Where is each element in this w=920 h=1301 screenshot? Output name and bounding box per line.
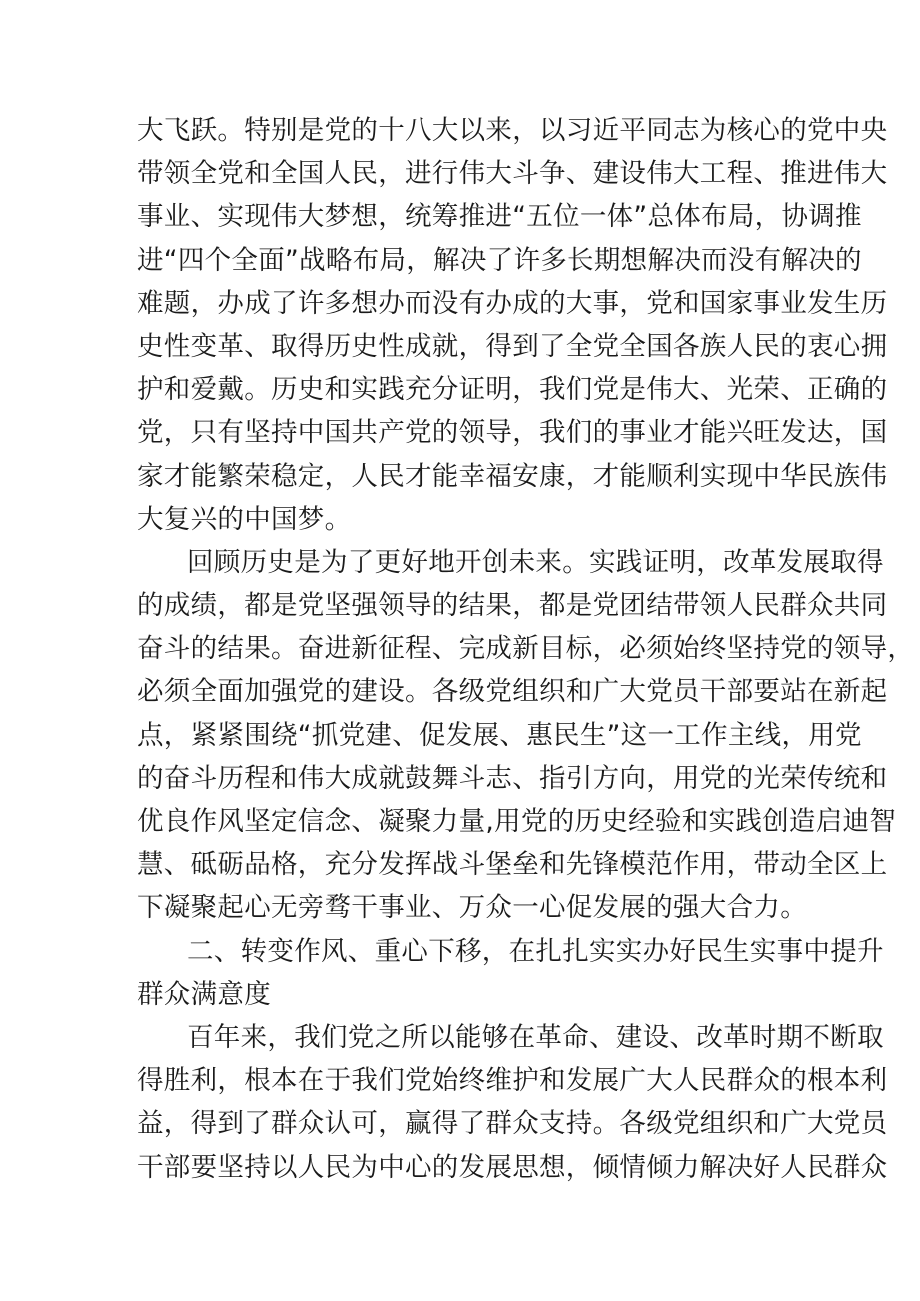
text-line: 大飞跃。特别是党的十八大以来，以习近平同志为核心的党中央 — [137, 115, 888, 146]
text-line: 得胜利，根本在于我们党始终维护和发展广大人民群众的根本利 — [137, 1065, 888, 1097]
text-line: 事业、实现伟大梦想，统筹推进“五位一体”总体布局，协调推 — [137, 201, 862, 233]
text-line: 护和爱戴。历史和实践充分证明，我们党是伟大、光荣、正确的 — [137, 374, 888, 406]
text-line: 点，紧紧围绕“抓党建、促发展、惠民生”这一工作主线，用党 — [137, 719, 862, 751]
text-line: 百年来，我们党之所以能够在革命、建设、改革时期不断取 — [187, 1021, 884, 1053]
text-line: 群众满意度 — [137, 978, 271, 1010]
text-line: 家才能繁荣稳定，人民才能幸福安康，才能顺利实现中华民族伟 — [137, 460, 888, 492]
body-text — [137, 109, 915, 1189]
text-line: 进“四个全面”战略布局，解决了许多长期想解决而没有解决的 — [137, 244, 862, 276]
text-line: 二、转变作风、重心下移，在扎扎实实办好民生实事中提升 — [187, 935, 884, 967]
text-line: 慧、砥砺品格，充分发挥战斗堡垒和先锋模范作用，带动全区上 — [137, 849, 888, 881]
text-line: 回顾历史是为了更好地开创未来。实践证明，改革发展取得 — [187, 546, 884, 578]
text-line: 大复兴的中国梦。 — [137, 503, 352, 535]
text-line: 的奋斗历程和伟大成就鼓舞斗志、指引方向，用党的光荣传统和 — [137, 762, 888, 794]
text-line: 难题，办成了许多想办而没有办成的大事，党和国家事业发生历 — [137, 287, 888, 319]
text-line: 奋斗的结果。奋进新征程、完成新目标，必须始终坚持党的领导， — [137, 633, 915, 665]
text-line: 下凝聚起心无旁骛干事业、万众一心促发展的强大合力。 — [137, 892, 807, 924]
text-line: 史性变革、取得历史性成就，得到了全党全国各族人民的衷心拥 — [137, 330, 888, 362]
text-line: 益，得到了群众认可，赢得了群众支持。各级党组织和广大党员 — [137, 1108, 888, 1140]
text-line: 必须全面加强党的建设。各级党组织和广大党员干部要站在新起 — [137, 676, 888, 708]
text-line: 的成绩，都是党坚强领导的结果，都是党团结带领人民群众共同 — [137, 590, 888, 622]
text-line: 带领全党和全国人民，进行伟大斗争、建设伟大工程、推进伟大 — [137, 158, 888, 190]
text-line: 干部要坚持以人民为中心的发展思想，倾情倾力解决好人民群众 — [137, 1151, 888, 1183]
text-line: 优良作风坚定信念、凝聚力量,用党的历史经验和实践创造启迪智 — [137, 806, 897, 837]
text-line: 党，只有坚持中国共产党的领导，我们的事业才能兴旺发达，国 — [137, 417, 888, 449]
